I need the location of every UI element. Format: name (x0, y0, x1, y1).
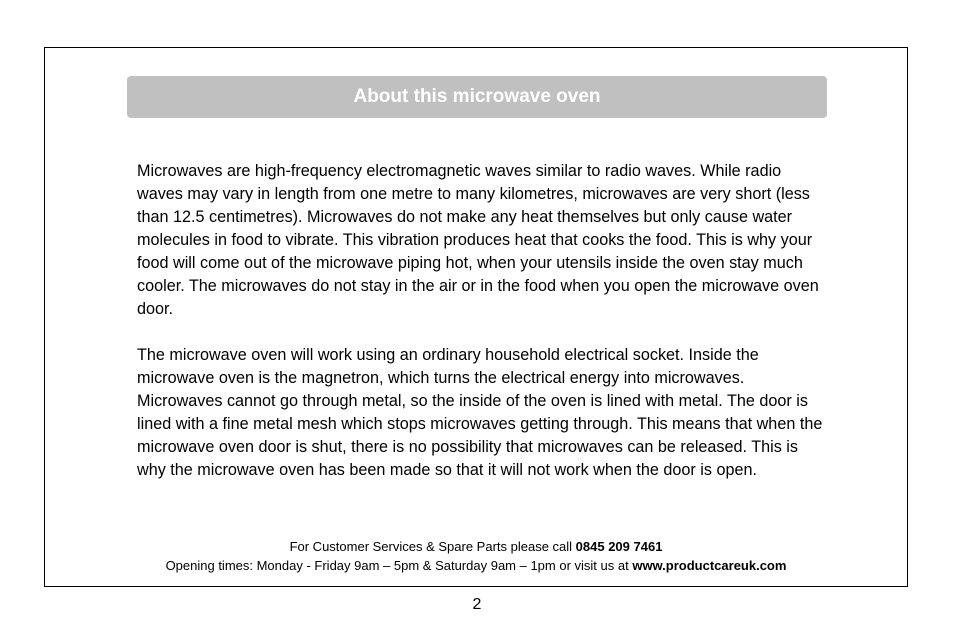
paragraph-1: Microwaves are high-frequency electromagnetic waves similar to radio waves. While radio waves may vary in length from one metre to many kilometres, microwaves are very short (less than 12.5 centimetres). Microwaves do not make any heat themselves but only cause water molecules in food to vibrate. This vibration produces heat that cooks the food. This is why your food will come out of the microwave piping hot, when your utensils inside the oven stay much cooler. The microwaves do not stay in the air or in the food when you open the microwave oven door. (137, 162, 819, 318)
footer-line2-text: Opening times: Monday - Friday 9am – 5pm & Saturday 9am – 1pm or visit us at (165, 558, 633, 573)
paragraph-2: The microwave oven will work using an ordinary household electrical socket. Inside the microwave oven is the magnetron, which turns the electrical energy into microwaves. Microwaves cannot go through metal, so the inside of the oven is lined with metal. The door is lined with a fine metal mesh which stops microwaves getting through. This means that when the microwave oven door is shut, there is no possibility that microwaves can be released. This is why the microwave oven has been made so that it will not work when the door is open. (137, 346, 823, 479)
footer-website-link[interactable]: www.productcareuk.com (632, 558, 787, 573)
section-title-bar (127, 76, 827, 118)
footer-customer-services (44, 537, 908, 556)
footer-line1-text: For Customer Services & Spare Parts please call (289, 539, 576, 554)
footer-phone: 0845 209 7461 (575, 539, 663, 554)
section-title: About this microwave oven (353, 86, 601, 107)
footer-opening-times (44, 556, 908, 575)
page-number: 2 (472, 596, 482, 613)
body-text (137, 160, 827, 482)
